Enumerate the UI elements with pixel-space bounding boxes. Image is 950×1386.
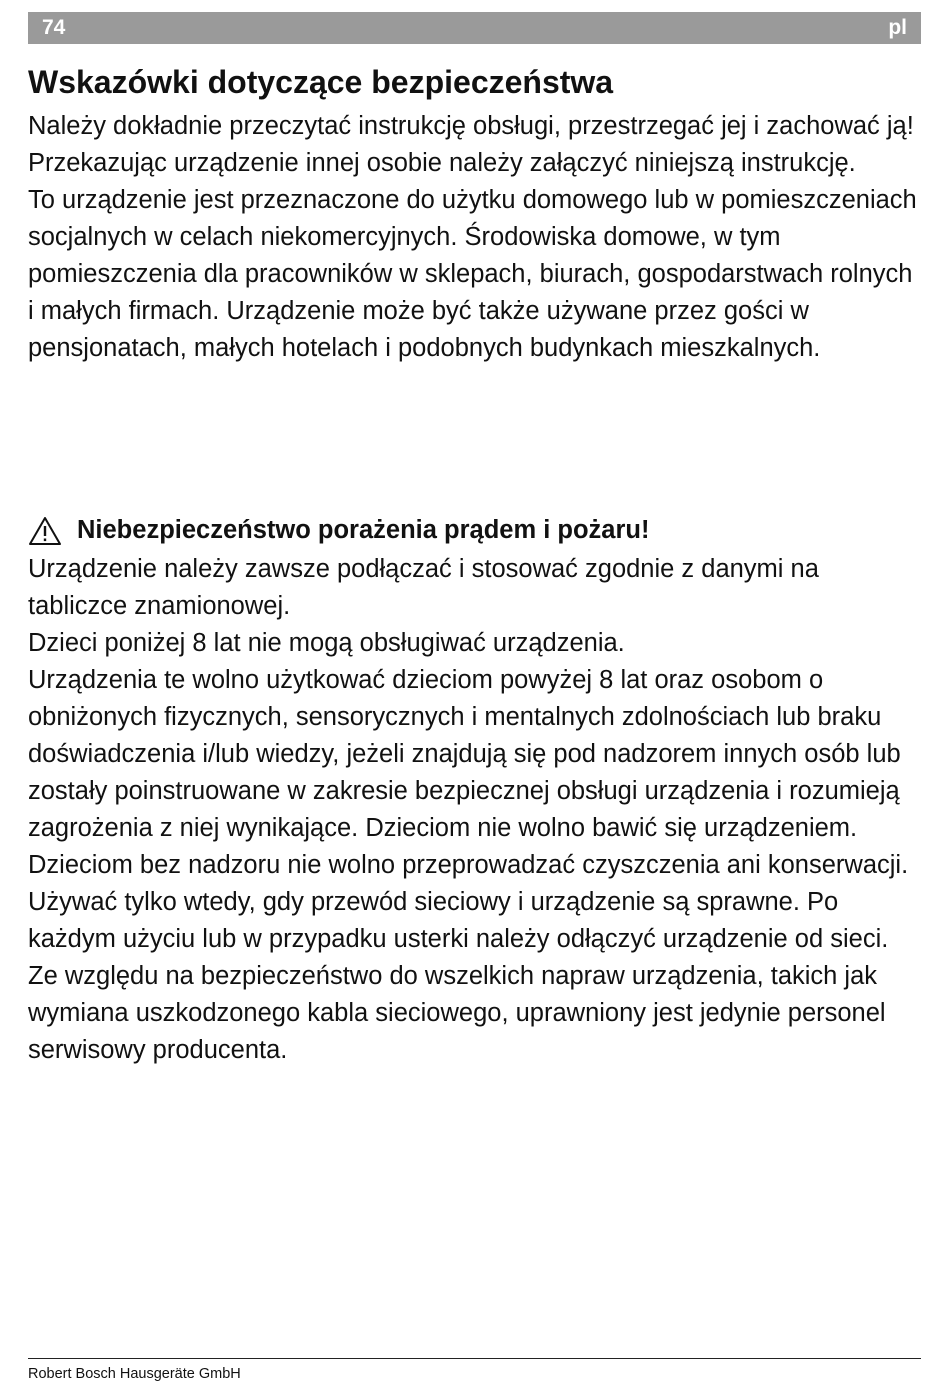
warning-paragraph: Urządzenie należy zawsze podłączać i stosować zgodnie z danymi na tabliczce znamionowej. bbox=[28, 555, 819, 620]
page-title: Wskazówki dotyczące bezpieczeństwa bbox=[28, 64, 614, 100]
page-number: 74 bbox=[42, 16, 66, 39]
warning-paragraph: Dzieci poniżej 8 lat nie mogą obsługiwać urządzenia. bbox=[28, 629, 625, 657]
warning-paragraph: Dzieciom bez nadzoru nie wolno przeprowadzać czyszczenia ani konserwacji. bbox=[28, 851, 909, 879]
warning-heading-text: Niebezpieczeństwo porażenia prądem i pożaru! bbox=[77, 516, 650, 544]
warning-paragraph: Urządzenia te wolno użytkować dzieciom powyżej 8 lat oraz osobom o obniżonych fizycznych, sensorycznych i mentalnych zdolnościach lub braku doświadczenia i/lub wiedzy, jeżeli znajdują się pod nadzorem innych osób lub zostały poinstruowane w zakresie bezpiecznej obsługi urządzenia i rozumieją zagrożenia z niej wynikające. Dzieciom nie wolno bawić się urządzeniem. bbox=[28, 666, 901, 842]
warning-section bbox=[28, 551, 923, 1069]
intro-paragraph: Przekazując urządzenie innej osobie należy załączyć niniejszą instrukcję. bbox=[28, 149, 856, 177]
intro-paragraph: Należy dokładnie przeczytać instrukcję obsługi, przestrzegać jej i zachować ją! bbox=[28, 112, 914, 140]
warning-paragraph: Używać tylko wtedy, gdy przewód sieciowy i urządzenie są sprawne. Po każdym użyciu lub w przypadku usterki należy odłączyć urządzenie od sieci. Ze względu na bezpieczeństwo do wszelkich napraw urządzenia, takich jak wymiana uszkodzonego kabla sieciowego, uprawniony jest jedynie personel serwisowy producenta. bbox=[28, 888, 889, 1064]
intro-paragraph: To urządzenie jest przeznaczone do użytku domowego lub w pomieszczeniach socjalnych w celach niekomercyjnych. Środowiska domowe, w tym pomieszczenia dla pracowników w sklepach, biurach, gospodarstwach rolnych i małych firmach. Urządzenie może być także używane przez gości w pensjonatach, małych hotelach i podobnych budynkach mieszkalnych. bbox=[28, 186, 917, 362]
language-code: pl bbox=[888, 16, 907, 39]
header-bar bbox=[28, 12, 921, 44]
intro-section bbox=[28, 108, 923, 367]
footer-divider bbox=[28, 1358, 921, 1359]
warning-heading bbox=[28, 512, 649, 549]
footer-company: Robert Bosch Hausgeräte GmbH bbox=[28, 1366, 241, 1382]
warning-triangle-icon bbox=[28, 516, 62, 546]
